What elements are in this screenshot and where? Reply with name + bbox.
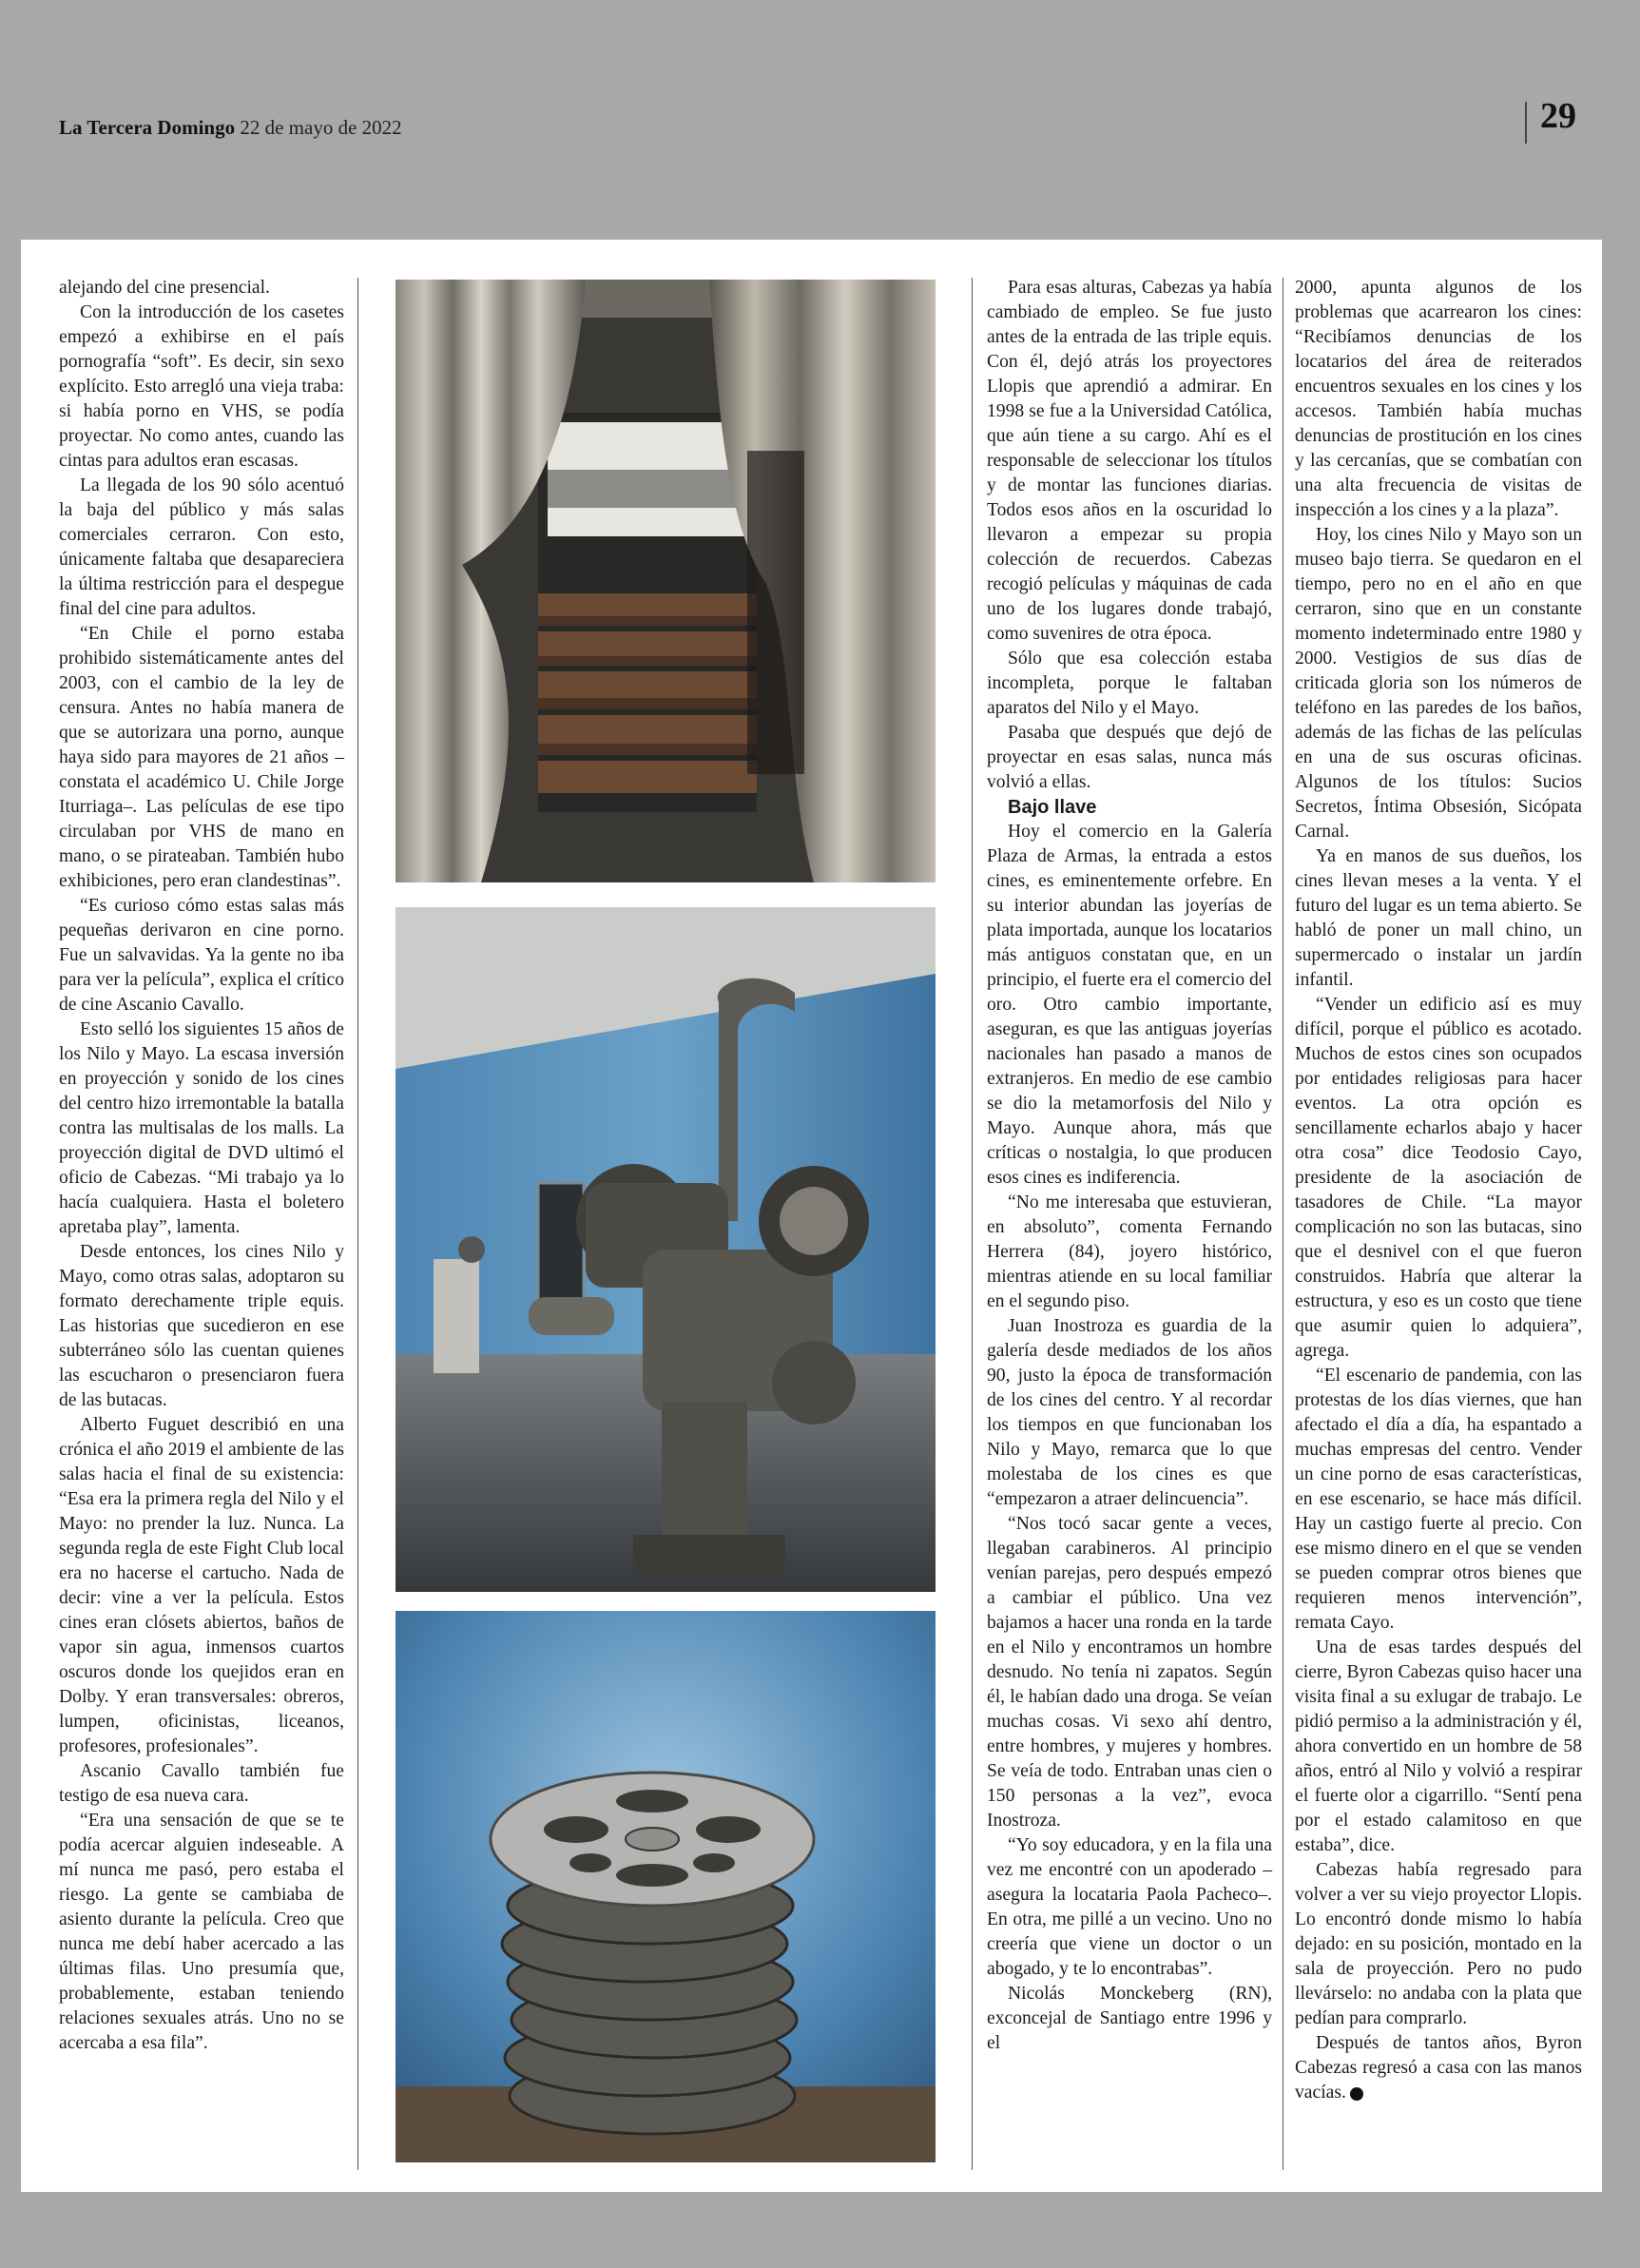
paragraph: Hoy el comercio en la Galería Plaza de Armas, la entrada a estos cines, es eminentemente orfebre. En su interior abundan las joyerías de plata importada, aunque los locatarios más antiguos constatan que, en un principio, el fuerte era el comercio del oro. Otro cambio importante, aseguran, es que las antiguas joyerías nacionales han pasado a manos de extranjeros. En medio de ese cambio se dio la metamorfosis del Nilo y Mayo. Aunque ahora, más que críticas o nostalgia, lo que producen esos cines es indiferencia. (987, 822, 1272, 1188)
paragraph: Ascanio Cavallo también fue testigo de esa nueva cara. (59, 1761, 344, 1806)
paragraph: alejando del cine presencial. (59, 278, 270, 298)
column-divider (972, 278, 973, 2170)
publication-date: 22 de mayo de 2022 (240, 116, 402, 139)
paragraph-text: Después de tantos años, Byron Cabezas regresó a casa con las manos vacías. (1295, 2033, 1582, 2103)
projectors-photo (396, 907, 936, 1592)
publication-line (59, 116, 402, 140)
article-column-1 (59, 276, 344, 2056)
paragraph: “Vender un edificio así es muy difícil, porque el público es acotado. Muchos de estos cines son ocupados por entidades religiosas para hacer eventos. La otra opción es sencillamente echarlos abajo y hacer otra cosa” dice Teodosio Cayo, presidente de la asociación de tasadores de Chile. “La mayor complicación no son las butacas, sino que el desnivel con el que fueron construidos. Habría que alterar la estructura, y eso es un costo que tiene que asumir quien lo adquiera”, agrega. (1295, 995, 1582, 1361)
paragraph: “Nos tocó sacar gente a veces, llegaban carabineros. Al principio venían parejas, pero después empezó a cambiar el público. Una vez bajamos a hacer una ronda en la tarde en el Nilo y encontramos un hombre desnudo. No tenía ni zapatos. Según él, le habían dado una droga. Se veían muchas cosas. Vi sexo ahí dentro, entre hombres, y mujeres y hombres. Se veía de todo. Entraban unas cien o 150 personas a la vez”, evoca Inostroza. (987, 1514, 1272, 1831)
paragraph: Cabezas había regresado para volver a ver su viejo proyector Llopis. Lo encontró donde mismo lo había dejado: en su posición, montado en la sala de proyección. Pero no pudo llevárselo: no andaba con la plata que pedían para comprarlo. (1295, 1860, 1582, 2028)
theater-curtain-photo (396, 280, 936, 882)
paragraph: “Yo soy educadora, y en la fila una vez me encontré con un apoderado –asegura la locataria Paola Pacheco–. En otra, me pillé a un vecino. Uno no creería que viene un doctor o un abogado, y te lo encontrabas”. (987, 1835, 1272, 1979)
paragraph: “No me interesaba que estuvieran, en absoluto”, comenta Fernando Herrera (84), joyero histórico, mientras atiende en su local familiar en el segundo piso. (987, 1192, 1272, 1311)
paragraph: Con la introducción de los casetes empezó a exhibirse en el país pornografía “soft”. Es decir, sin sexo explícito. Esto arregló una vieja traba: si había porno en VHS, se podía proyectar. No como antes, cuando las cintas para adultos eran escasas. (59, 302, 344, 471)
film-reels-photo (396, 1611, 936, 2162)
page-header (0, 0, 1640, 238)
paragraph: “Es curioso cómo estas salas más pequeñas derivaron en cine porno. Fue un salvavidas. Ya la gente no iba para ver la película”, explica el crítico de cine Ascanio Cavallo. (59, 896, 344, 1015)
final-paragraph (1295, 2031, 1582, 2105)
paragraph: Hoy, los cines Nilo y Mayo son un museo bajo tierra. Se quedaron en el tiempo, pero no en el año en que cerraron, sino que en un constante momento indeterminado entre 1980 y 2000. Vestigios de sus días de criticada gloria son los números de teléfono en las paredes de los baños, además de las fichas de las películas en una de sus oscuras oficinas. Algunos de los títulos: Sucios Secretos, Íntima Obsesión, Sicópata Carnal. (1295, 525, 1582, 842)
column-divider (357, 278, 358, 2170)
paragraph: Desde entonces, los cines Nilo y Mayo, como otras salas, adoptaron su formato derechamente triple equis. Las historias que sucedieron en ese subterráneo sólo las cuentan quienes las escucharon o presenciaron fuera de las butacas. (59, 1242, 344, 1410)
paragraph: Para esas alturas, Cabezas ya había cambiado de empleo. Se fue justo antes de la entrada de las triple equis. Con él, dejó atrás los proyectores Llopis que aprendió a admirar. En 1998 se fue a la Universidad Católica, que aún tiene a su cargo. Ahí es el responsable de seleccionar los títulos y de montar las funciones diarias. Todos esos años en la oscuridad lo llevaron a empezar su propia colección de recuerdos. Cabezas recogió películas y máquinas de cada uno de los lugares donde trabajó, como suvenires de otra época. (987, 278, 1272, 644)
paragraph: “El escenario de pandemia, con las protestas de los días viernes, que han afectado el día a día, ha espantado a muchas empresas del centro. Vender un cine porno de esas características, en ese escenario, se hace más difícil. Hay un castigo fuerte al precio. Con ese mismo dinero en el que se venden se pueden comprar otros bienes que requieren menos intervención”, remata Cayo. (1295, 1366, 1582, 1633)
paragraph: “En Chile el porno estaba prohibido sistemáticamente antes del 2003, con el cambio de la ley de censura. Antes no había manera de que se autorizara una porno, aunque haya sido para mayores de 21 años –constata el académico U. Chile Jorge Iturriaga–. Las películas de ese tipo circulaban por VHS de mano en mano, o se pirateaban. También hubo exhibiciones, pero eran clandestinas”. (59, 624, 344, 891)
paragraph: 2000, apunta algunos de los problemas que acarrearon los cines: “Recibíamos denuncias de los locatarios del área de reiterados encuentros sexuales en los cines y los accesos. También había muchas denuncias de prostitución en los cines y las cercanías, que se combatían con una alta frecuencia de visitas de inspección a los cines y a la plaza”. (1295, 278, 1582, 520)
paragraph: Juan Inostroza es guardia de la galería desde mediados de los años 90, justo la época de transformación de los cines del centro. Y al recordar los tiempos en que funcionaban los Nilo y Mayo, remarca que lo que molestaba de los cines es que “empezaron a atraer delincuencia”. (987, 1316, 1272, 1509)
paragraph: Una de esas tardes después del cierre, Byron Cabezas quiso hacer una visita final a su exlugar de trabajo. Le pidió permiso a la administración y él, ahora convertido en un hombre de 58 años, entró al Nilo y volvió a respirar el fuerte olor a cigarrillo. “Sentí pena por el estado calamitoso en que estaba”, dice. (1295, 1638, 1582, 1855)
paragraph: Ya en manos de sus dueños, los cines llevan meses a la venta. Y el futuro del lugar es un tema abierto. Se habló de poner un mall chino, un supermercado o instalar un jardín infantil. (1295, 846, 1582, 990)
paragraph: “Era una sensación de que se te podía acercar alguien indeseable. A mí nunca me pasó, pero estaba el riesgo. La gente se cambiaba de asiento durante la película. Creo que nunca me debí haber acercado a las últimas filas. Uno presumía que, probablemente, estaban teniendo relaciones sexuales atrás. Uno no se acercaba a esa fila”. (59, 1811, 344, 2053)
paragraph: La llegada de los 90 sólo acentuó la baja del público y más salas comerciales cerraron. Con esto, únicamente faltaba que desapareciera la última restricción para el despegue final del cine para adultos. (59, 475, 344, 619)
paragraph: Sólo que esa colección estaba incompleta, porque le faltaban aparatos del Nilo y el Mayo. (987, 649, 1272, 718)
paragraph: Pasaba que después que dejó de proyectar en esas salas, nunca más volvió a ellas. (987, 723, 1272, 792)
article-column-4 (1295, 276, 1582, 2105)
end-mark-icon: D (1350, 2087, 1363, 2101)
article-column-3 (987, 276, 1272, 2056)
page-number: 29 (1540, 96, 1576, 136)
paragraph: Nicolás Monckeberg (RN), exconcejal de Santiago entre 1996 y el (987, 1984, 1272, 2053)
paragraph: Esto selló los siguientes 15 años de los Nilo y Mayo. La escasa inversión en proyección y sonido de los cines del centro hizo irremontable la batalla contra las multisalas de los malls. La proyección digital de DVD ultimó el oficio de Cabezas. “Mi trabajo ya lo hacía cualquiera. Hasta el boletero apretaba play”, lamenta. (59, 1019, 344, 1237)
section-subhead: Bajo llave (1008, 797, 1097, 818)
publication-name: La Tercera Domingo (59, 116, 236, 139)
paragraph: Alberto Fuguet describió en una crónica el año 2019 el ambiente de las salas hacia el final de su existencia: “Esa era la primera regla del Nilo y el Mayo: no prender la luz. Nunca. La segunda regla de este Fight Club local era no hacerse el cartucho. Nada de decir: vine a ver la película. Estos cines eran clósets abiertos, baños de vapor sin agua, inmensos cuartos oscuros donde los quejidos eran en Dolby. Y eran transversales: obreros, lumpen, oficinistas, liceanos, profesores, profesionales”. (59, 1415, 344, 1756)
header-divider (1525, 102, 1527, 144)
